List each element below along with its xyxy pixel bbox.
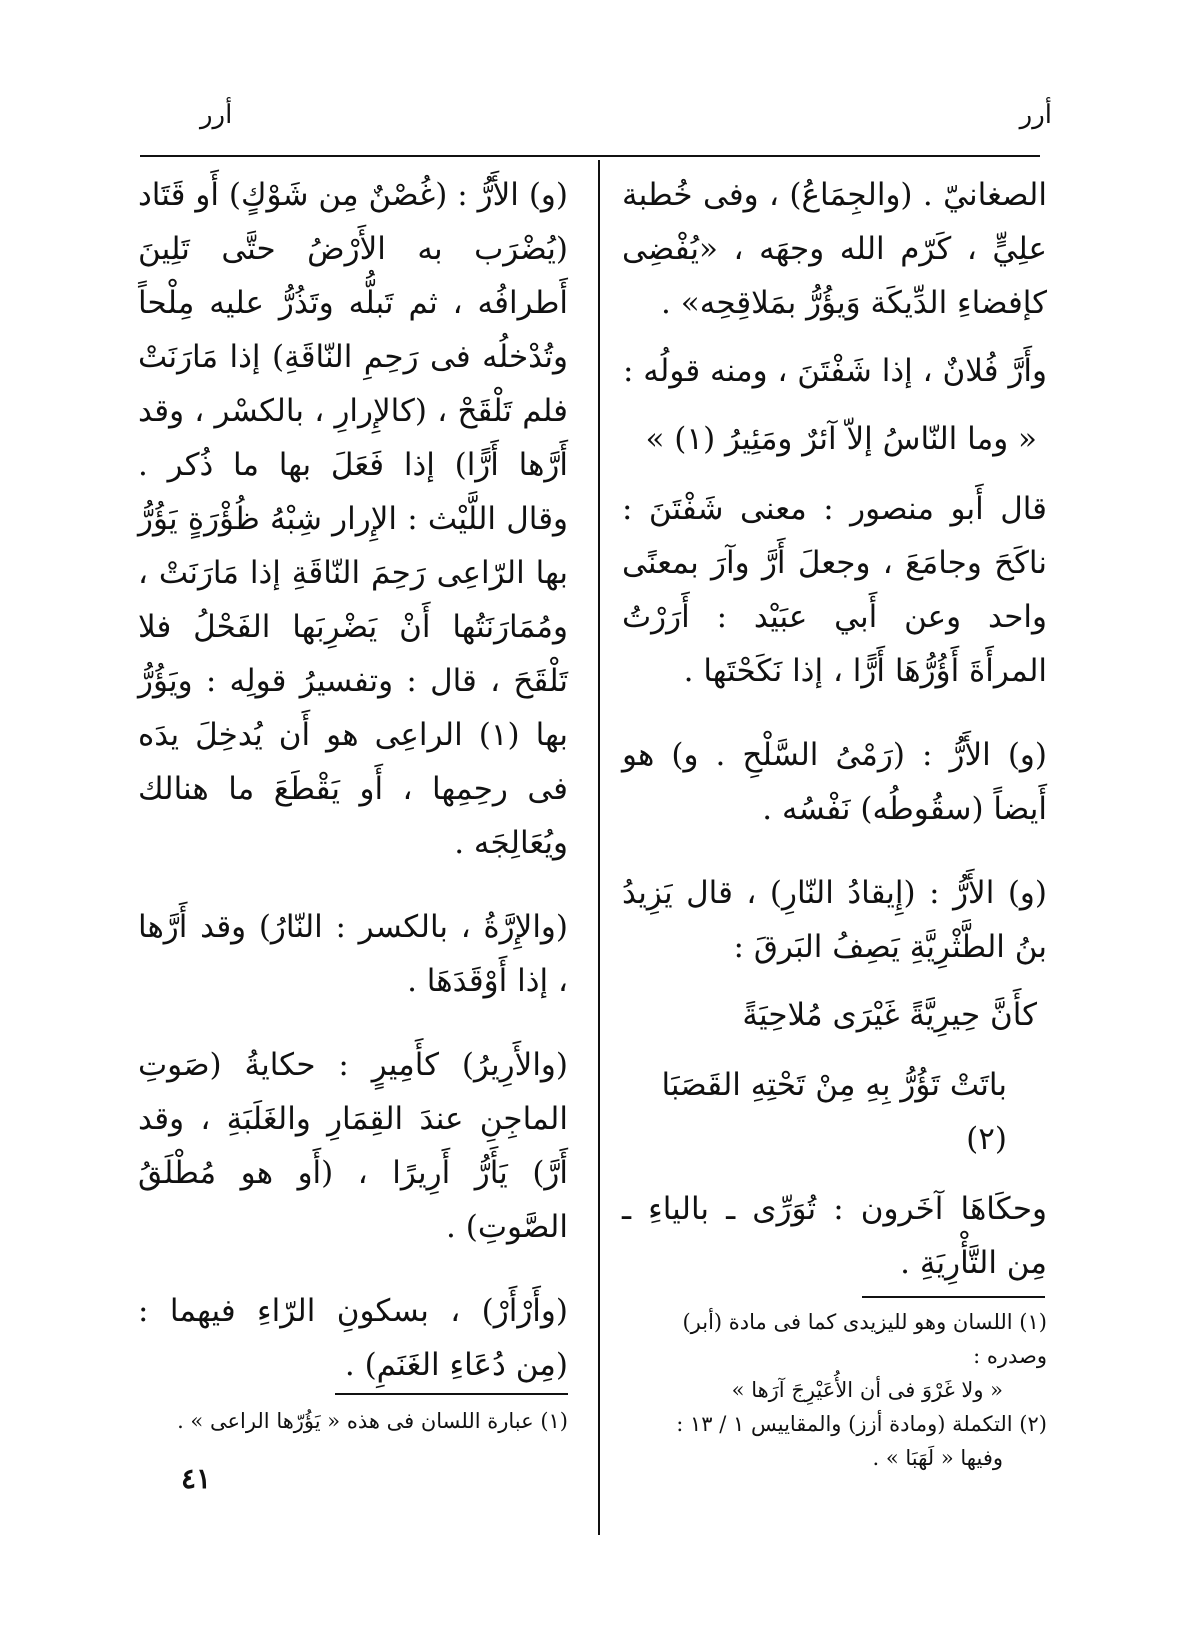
right-footnote-rule <box>862 1296 1045 1298</box>
right-verse-1: « وما النّاسُ إلاّ آئرٌ ومَئِيرُ (١) » <box>645 421 1037 457</box>
right-paragraph-6: وحكَاهَا آخَرون : تُوَرِّى ـ بالياءِ ـ مِن التَّأْرِيَةِ . <box>622 1191 1047 1281</box>
page-number: ٤١ <box>181 1462 212 1495</box>
right-footnote-2-note: وفيها « لَهَبَا » . <box>872 1446 1003 1470</box>
header-entry-right: أرر <box>1019 100 1052 130</box>
column-divider <box>598 160 600 1535</box>
right-verse-2b: باتَتْ تَؤُرُّ بِهِ مِنْ تَحْتِهِ القَصَبَا (٢) <box>661 1067 1007 1157</box>
left-footnote-rule <box>335 1393 568 1395</box>
right-footnotes <box>622 1305 1047 1475</box>
right-column <box>622 168 1047 1320</box>
right-paragraph-3: قال أَبو منصور : معنى شَفْتَنَ : ناكَحَ وجامَعَ ، وجعلَ أَرَّ وآرَ بمعنًى واحد وعن أَبي عبَيْد : أَرَرْتُ المرأَةَ أَؤُرُّهَا أَرًّا ، إذا نَكَحْتَها . <box>622 491 1047 689</box>
header-rule <box>140 155 1040 157</box>
right-paragraph-1: الصغانيّ . (والجِمَاعُ) ، وفى خُطبة علِيٍّ ، كَرّم الله وجهَه ، «يُفْضِى كإفضاءِ الدِّيكَة وَيؤُرُّ بمَلاقِحِه» . <box>622 177 1047 321</box>
right-footnote-1-verse: « ولا غَرْوَ فى أن الأُعَيْرِجَ آرَها » <box>731 1378 1003 1402</box>
right-paragraph-2: وأَرَّ فُلانٌ ، إذا شَفْتَنَ ، ومنه قولُه : <box>622 353 1047 389</box>
right-verse-2a: كأَنَّ حِيرِيَّةً غَيْرَى مُلاحِيَةً <box>742 997 1037 1033</box>
right-paragraph-4: (و) الأَرُّ : (رَمْىُ السَّلْحِ . و) هو أَيضاً (سقُوطُه) نَفْسُه . <box>622 737 1047 827</box>
left-paragraph-2: (والإِرَّةُ ، بالكسر : النّارُ) وقد أَرَّها ، إذا أَوْقَدَهَا . <box>138 909 568 999</box>
right-footnote-1: (١) اللسان وهو لليزيدى كما فى مادة (أبر) وصدره : <box>682 1310 1047 1368</box>
left-paragraph-1: (و) الأَرُّ : (غُصْنٌ مِن شَوْكٍ) أَو قَتَاد (يُضْرَب به الأَرْضُ حتَّى تَلِينَ أَطرافُه ، ثم تَبلُّه وتَذُرُّ عليه مِلْحاً وتُدْخلُه فى رَحِمِ النّاقَةِ) إذا مَارَنَتْ فلم تَلْقَحْ ، (كالإِرارِ ، بالكسْر ، وقد أَرَّها أَرًّا) إذا فَعَلَ بها ما ذُكر . وقال اللَّيْث : الإِرار شِبْهُ ظُؤْرَةٍ يَؤُرُّ بها الرّاعِى رَحِمَ النّاقَةِ إذا مَارَنَتْ ، ومُمَارَنَتُها أَنْ يَضْرِبَها الفَحْلُ فلا تَلْقَحَ ، قال : وتفسيرُ قولِه : ويَؤُرُّ بها (١) الراعِى هو أَن يُدخِلَ يدَه فى رحِمِها ، أَو يَقْطَعَ ما هنالك ويُعَالِجَه . <box>138 177 568 861</box>
left-footnote-1: (١) عبارة اللسان فى هذه « يَؤُرّها الراعى » . <box>177 1409 568 1433</box>
left-paragraph-3: (والأَرِيرُ) كأَمِيرٍ : حكايةُ (صَوتِ الماجِنِ عندَ القِمَارِ والغَلَبَةِ ، وقد أَرَّ) يَأَرُّ أَرِيرًا ، (أَو هو مُطْلَقُ الصَّوتِ) . <box>138 1047 568 1245</box>
left-paragraph-4: (وأَرْأَرْ) ، بسكونِ الرّاءِ فيهما : (مِن دُعَاءِ الغَنَمِ) . <box>138 1293 568 1383</box>
right-footnote-2: (٢) التكملة (ومادة أزز) والمقاييس ١ / ١٣ : <box>676 1412 1047 1436</box>
header-entry-left: أرر <box>200 100 233 130</box>
left-column <box>138 168 568 1422</box>
right-paragraph-5: (و) الأَرُّ : (إِيقادُ النّارِ) ، قال يَزِيدُ بنُ الطَّثْرِيَّةِ يَصِفُ البَرقَ : <box>622 875 1047 965</box>
left-footnotes <box>138 1404 568 1438</box>
